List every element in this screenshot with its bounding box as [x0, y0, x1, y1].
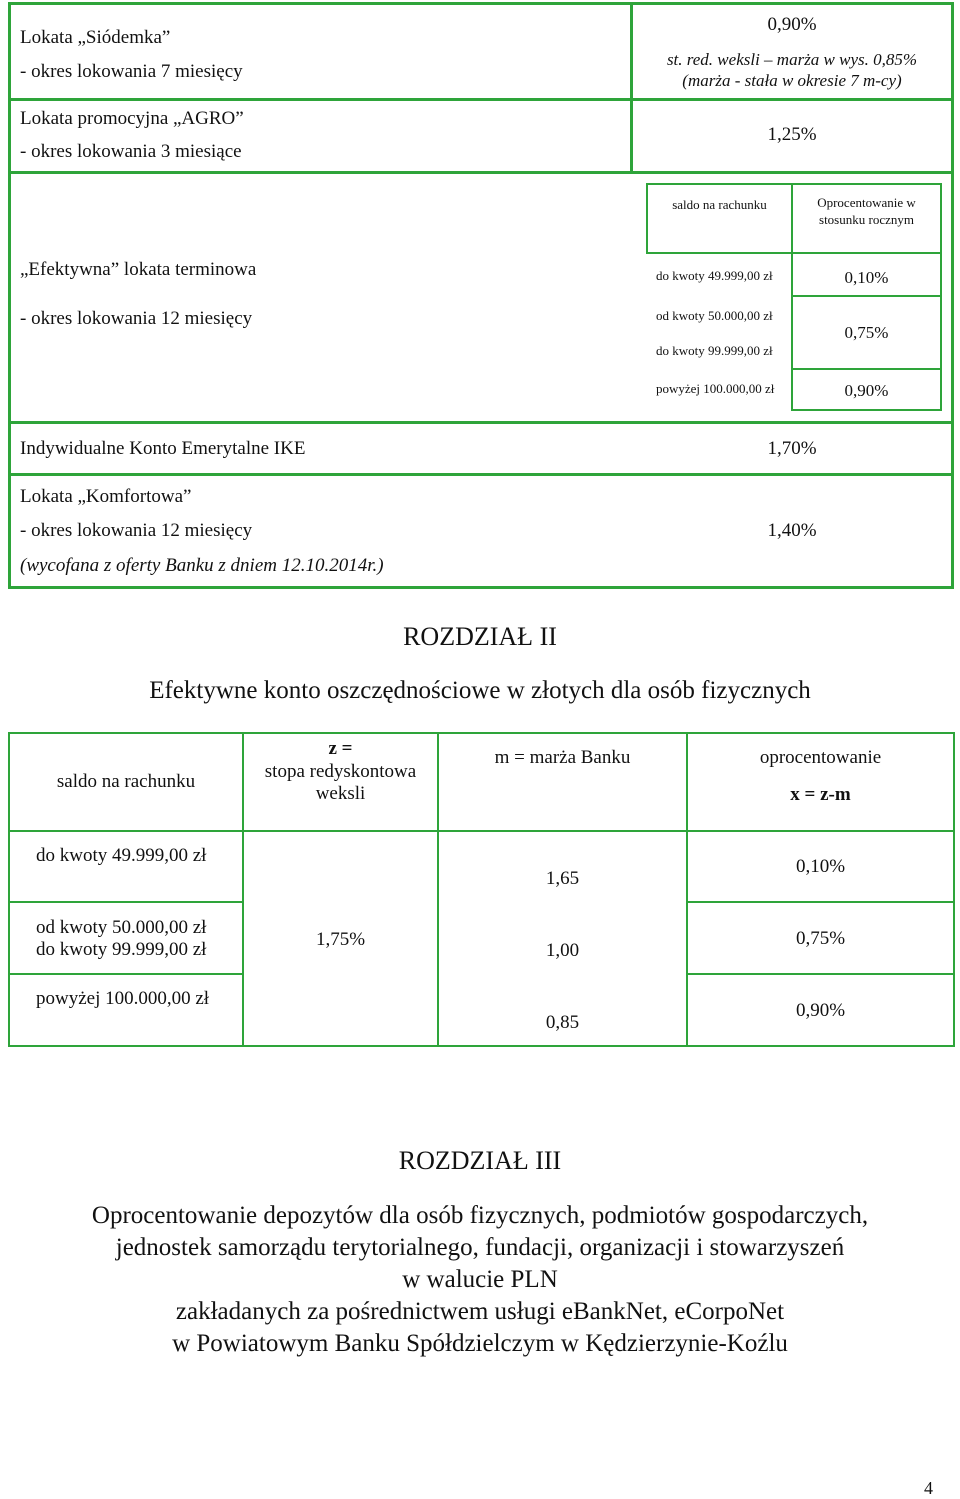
komfortowa-note: (wycofana z oferty Banku z dniem 12.10.2014r.)	[20, 555, 384, 576]
efektywna-period: - okres lokowania 12 miesięcy	[20, 308, 253, 329]
section3-line-4: zakładanych za pośrednictwem usługi eBankNet, eCorpoNet	[175, 1298, 785, 1325]
section2-heading: ROZDZIAŁ II	[403, 622, 557, 651]
row1-x: 0,10%	[795, 856, 846, 877]
siodemka-note-1: st. red. weksli – marża w wys. 0,85%	[666, 50, 918, 69]
komfortowa-rate: 1,40%	[767, 520, 817, 541]
efektywna-header-rate-1: Oprocentowanie w	[817, 195, 916, 210]
efektywna-row3-range: powyżej 100.000,00 zł	[656, 381, 775, 396]
efektywna-header-balance: saldo na rachunku	[672, 197, 767, 212]
header-z-3: weksli	[315, 783, 366, 804]
efektywna-row1-rate: 0,10%	[844, 268, 889, 287]
row3-m: 0,85	[545, 1012, 580, 1033]
efektywna-row2-range-1: od kwoty 50.000,00 zł	[656, 308, 773, 323]
siodemka-note-2: (marża - stała w okresie 7 m-cy)	[682, 71, 902, 90]
section3-line-1: Oprocentowanie depozytów dla osób fizycznych, podmiotów gospodarczych,	[91, 1202, 869, 1229]
header-balance: saldo na rachunku	[56, 771, 196, 792]
agro-name: Lokata promocyjna „AGRO”	[20, 108, 244, 129]
row2-range-2: do kwoty 99.999,00 zł	[36, 939, 207, 960]
efektywna-name: „Efektywna” lokata terminowa	[20, 259, 257, 280]
section3-line-5: w Powiatowym Banku Spółdzielczym w Kędzierzynie-Koźlu	[172, 1330, 788, 1357]
siodemka-rate: 0,90%	[767, 14, 817, 35]
efektywna-header-rate-2: stosunku rocznym	[819, 212, 914, 227]
agro-rate: 1,25%	[767, 124, 817, 145]
section3-heading: ROZDZIAŁ III	[398, 1146, 562, 1175]
header-x-2: x = z-m	[790, 784, 851, 805]
row1-m: 1,65	[545, 868, 580, 889]
agro-period: - okres lokowania 3 miesiące	[20, 141, 242, 162]
efektywna-row1-range: do kwoty 49.999,00 zł	[656, 268, 773, 283]
row3-x: 0,90%	[795, 1000, 846, 1021]
page-number: 4	[924, 1478, 933, 1498]
siodemka-period: - okres lokowania 7 miesięcy	[20, 61, 243, 82]
komfortowa-name: Lokata „Komfortowa”	[20, 486, 192, 507]
row3-range: powyżej 100.000,00 zł	[36, 988, 210, 1009]
header-x-1: oprocentowanie	[759, 747, 882, 768]
ike-name: Indywidualne Konto Emerytalne IKE	[20, 438, 306, 459]
row2-x: 0,75%	[795, 928, 846, 949]
row2-m: 1,00	[545, 940, 580, 961]
section3-line-3: w walucie PLN	[402, 1266, 558, 1293]
section3-line-2: jednostek samorządu terytorialnego, fundacji, organizacji i stowarzyszeń	[115, 1234, 845, 1261]
header-z-2: stopa redyskontowa	[264, 761, 417, 782]
efektywna-row2-rate: 0,75%	[844, 323, 889, 342]
z-value: 1,75%	[315, 929, 366, 950]
ike-rate: 1,70%	[767, 438, 817, 459]
header-z-1: z =	[328, 738, 353, 759]
row2-range-1: od kwoty 50.000,00 zł	[36, 917, 207, 938]
header-m: m = marża Banku	[494, 747, 631, 768]
efektywna-row3-rate: 0,90%	[844, 381, 889, 400]
efektywna-row2-range-2: do kwoty 99.999,00 zł	[656, 343, 773, 358]
komfortowa-period: - okres lokowania 12 miesięcy	[20, 520, 253, 541]
siodemka-name: Lokata „Siódemka”	[20, 27, 171, 48]
section2-subheading: Efektywne konto oszczędnościowe w złotych dla osób fizycznych	[149, 677, 811, 704]
row1-range: do kwoty 49.999,00 zł	[36, 845, 207, 866]
